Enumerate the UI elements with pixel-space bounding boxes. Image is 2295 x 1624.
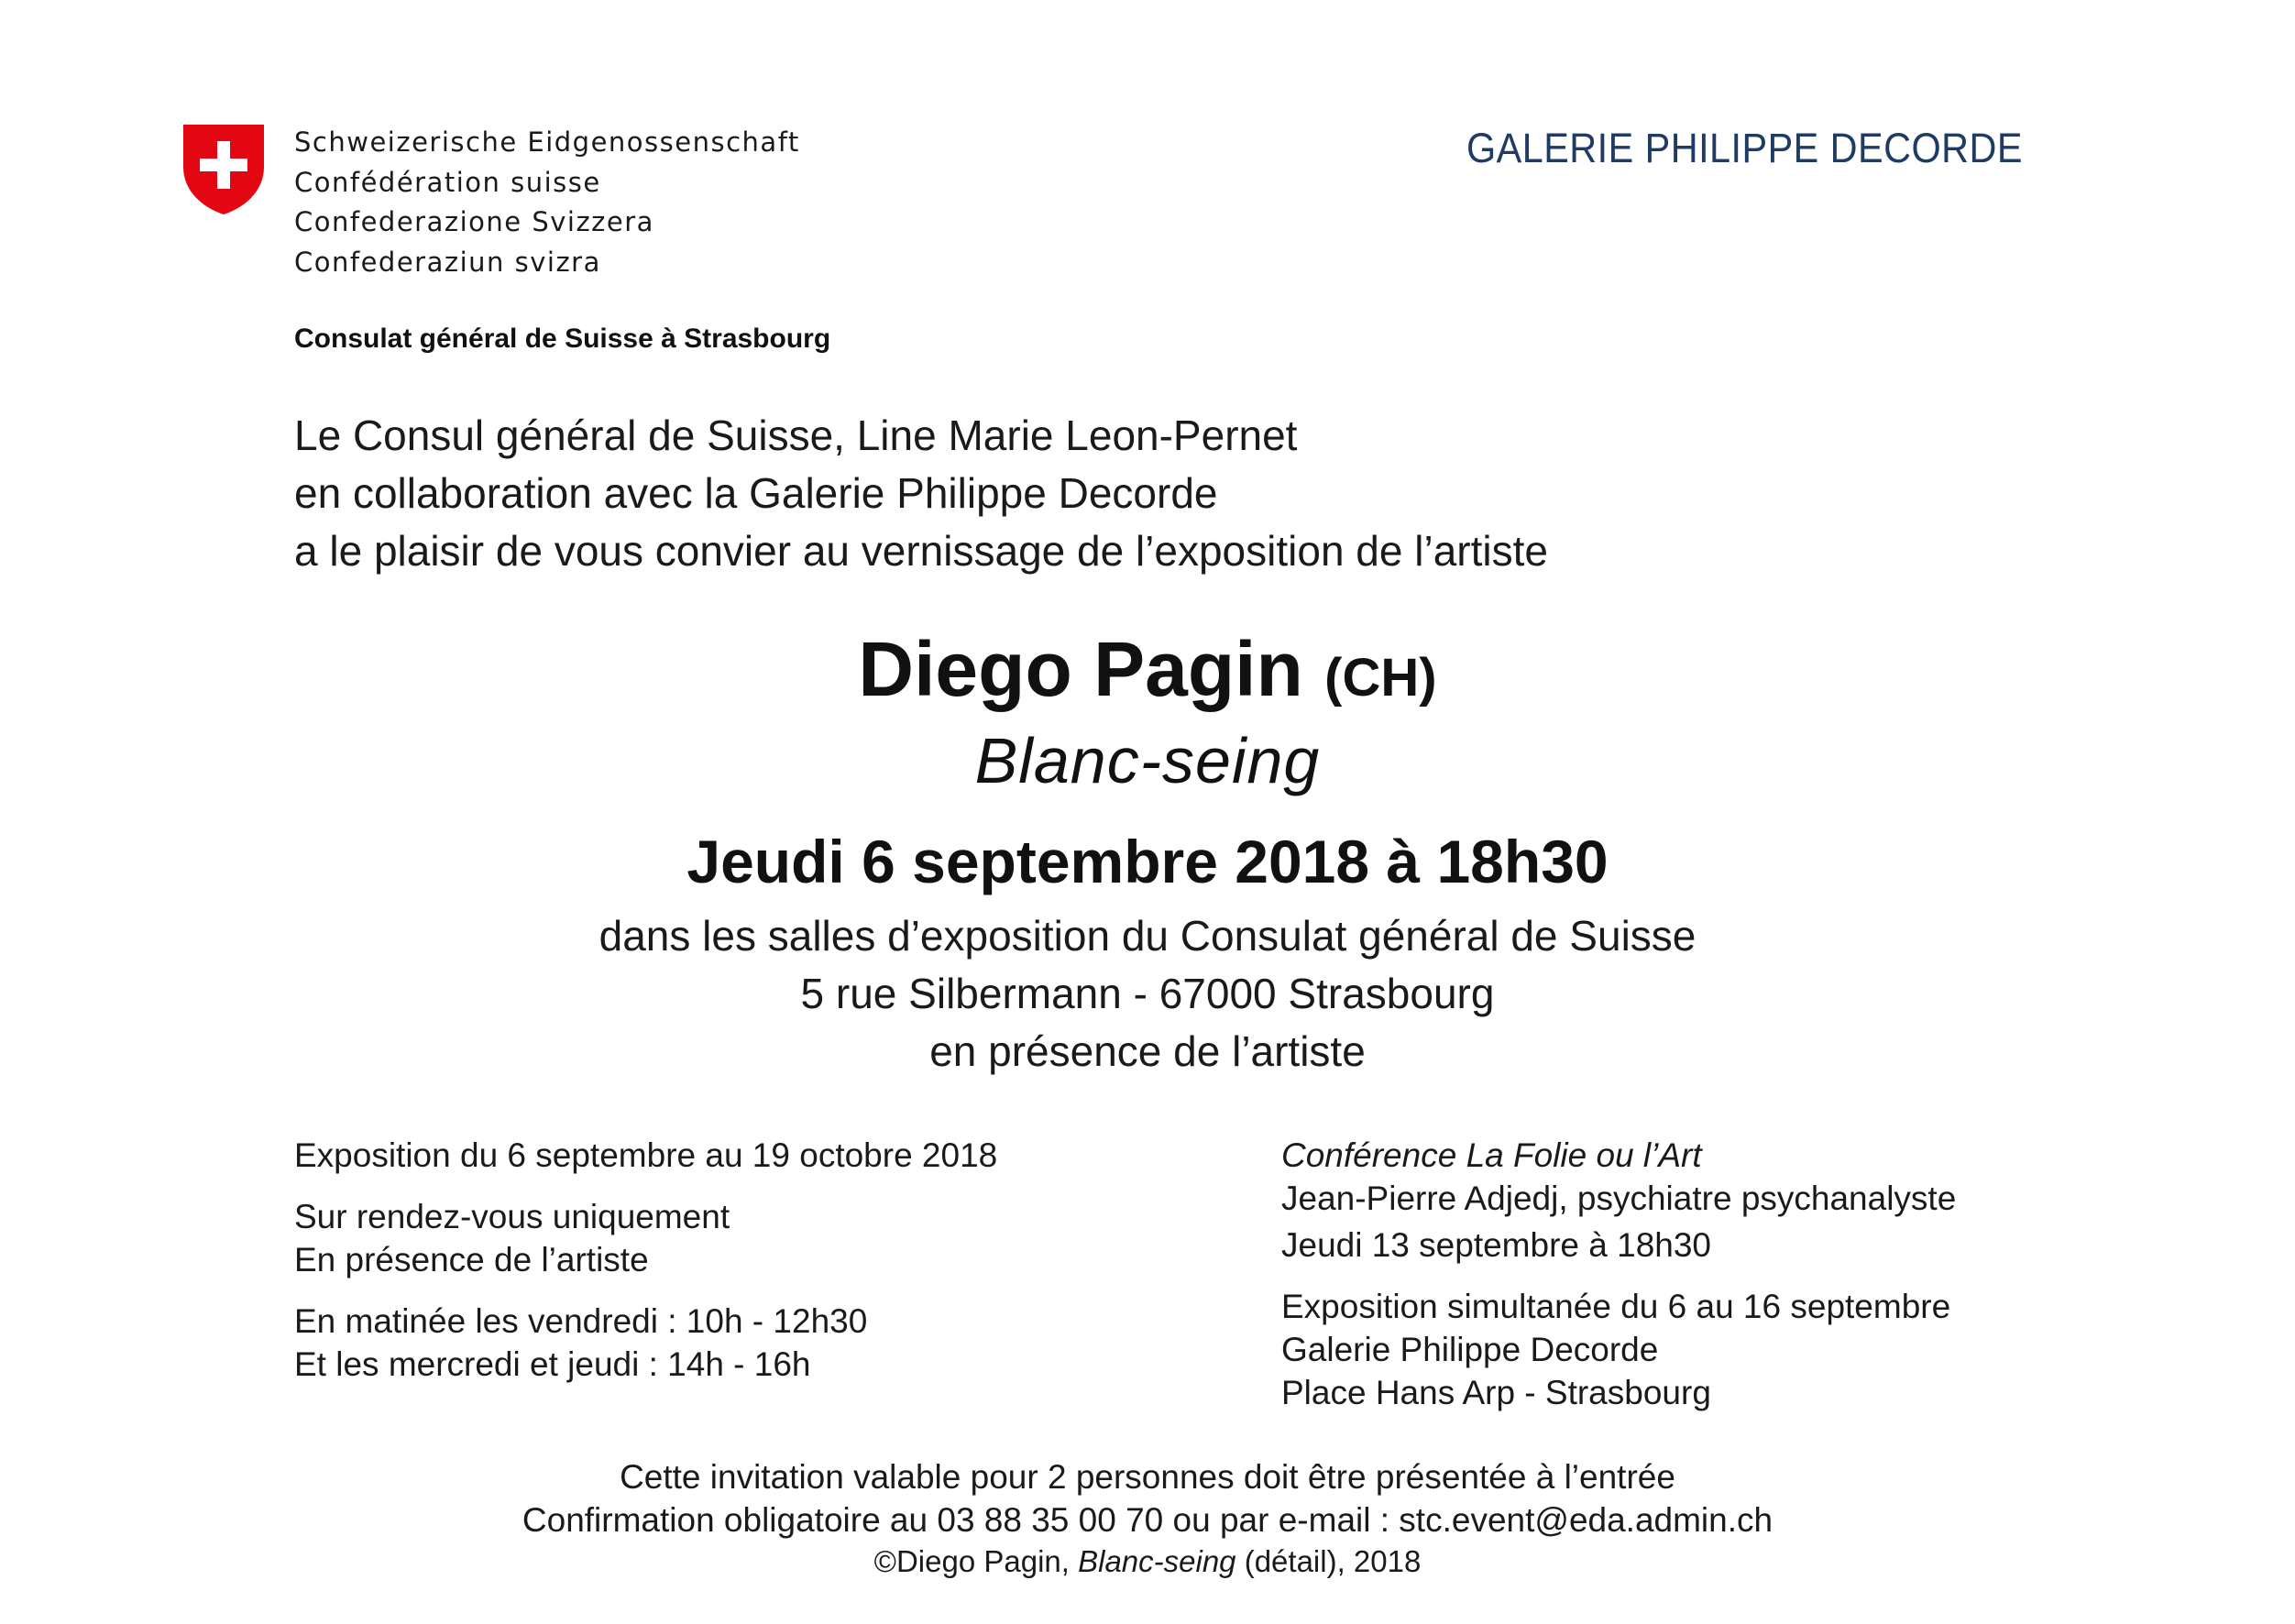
opening-hours: En matinée les vendredi : 10h - 12h30: [294, 1302, 868, 1340]
credit-prefix: ©Diego Pagin,: [873, 1544, 1070, 1578]
artist-origin: (CH): [1324, 648, 1437, 708]
credit-suffix: (détail), 2018: [1244, 1544, 1422, 1578]
exhibition-title: Blanc-seing: [974, 725, 1321, 796]
image-credit: [0, 1542, 2295, 1582]
footer: [0, 1455, 2295, 1582]
intro-line: Le Consul général de Suisse, Line Marie Leon-Pernet: [294, 411, 1298, 459]
conference-heading: [1281, 1134, 1956, 1177]
intro-line: en collaboration avec la Galerie Philippe Decorde: [294, 469, 1218, 517]
venue-line: dans les salles d’exposition du Consulat général de Suisse: [598, 912, 1697, 960]
opening-hours: Et les mercredi et jeudi : 14h - 16h: [294, 1345, 811, 1383]
credit-title: Blanc-seing: [1078, 1544, 1236, 1578]
gallery-address: Place Hans Arp - Strasbourg: [1281, 1374, 1711, 1411]
federation-name-it: Confederazione Svizzera: [294, 206, 654, 237]
exhibition-dates: Exposition du 6 septembre au 19 octobre 2018: [294, 1136, 998, 1174]
confirmation-note: Confirmation obligatoire au 03 88 35 00 70 ou par e-mail : stc.event@eda.admin.ch: [522, 1501, 1773, 1539]
conference-prefix: Conférence: [1281, 1136, 1457, 1174]
consulate-name: Consulat général de Suisse à Strasbourg: [294, 324, 831, 354]
gallery-logo: GALERIE PHILIPPE DECORDE: [1466, 125, 2023, 171]
artist-name: Diego Pagin: [858, 626, 1303, 712]
conference-info-column: [1281, 1134, 1956, 1414]
event-datetime: Jeudi 6 septembre 2018 à 18h30: [686, 828, 1609, 895]
venue-address: 5 rue Silbermann - 67000 Strasbourg: [800, 970, 1495, 1017]
simultaneous-exhibition: Exposition simultanée du 6 au 16 septembre: [1281, 1288, 1951, 1325]
swiss-cross-shield-icon: [181, 123, 266, 216]
appointment-line: En présence de l’artiste: [294, 1241, 649, 1278]
conference-title: La Folie ou l’Art: [1466, 1136, 1702, 1174]
intro-text: [294, 407, 1548, 580]
federation-name-rm: Confederaziun svizra: [294, 246, 601, 278]
conference-date: Jeudi 13 septembre à 18h30: [1281, 1226, 1712, 1264]
appointment-line: Sur rendez-vous uniquement: [294, 1198, 730, 1235]
invitation-note: Cette invitation valable pour 2 personnes doit être présentée à l’entrée: [620, 1458, 1675, 1496]
conference-speaker: Jean-Pierre Adjedj, psychiatre psychanalyste: [1281, 1180, 1957, 1217]
federation-names: [294, 123, 800, 282]
intro-line: a le plaisir de vous convier au vernissage de l’exposition de l’artiste: [294, 527, 1548, 575]
venue-line: en présence de l’artiste: [929, 1027, 1366, 1075]
federation-name-de: Schweizerische Eidgenossenschaft: [294, 126, 800, 158]
federation-name-fr: Confédération suisse: [294, 166, 601, 198]
venue-block: [0, 907, 2295, 1081]
gallery-name: Galerie Philippe Decorde: [1281, 1331, 1659, 1368]
exhibition-info-column: [294, 1134, 997, 1386]
artist-heading: [0, 623, 2295, 724]
